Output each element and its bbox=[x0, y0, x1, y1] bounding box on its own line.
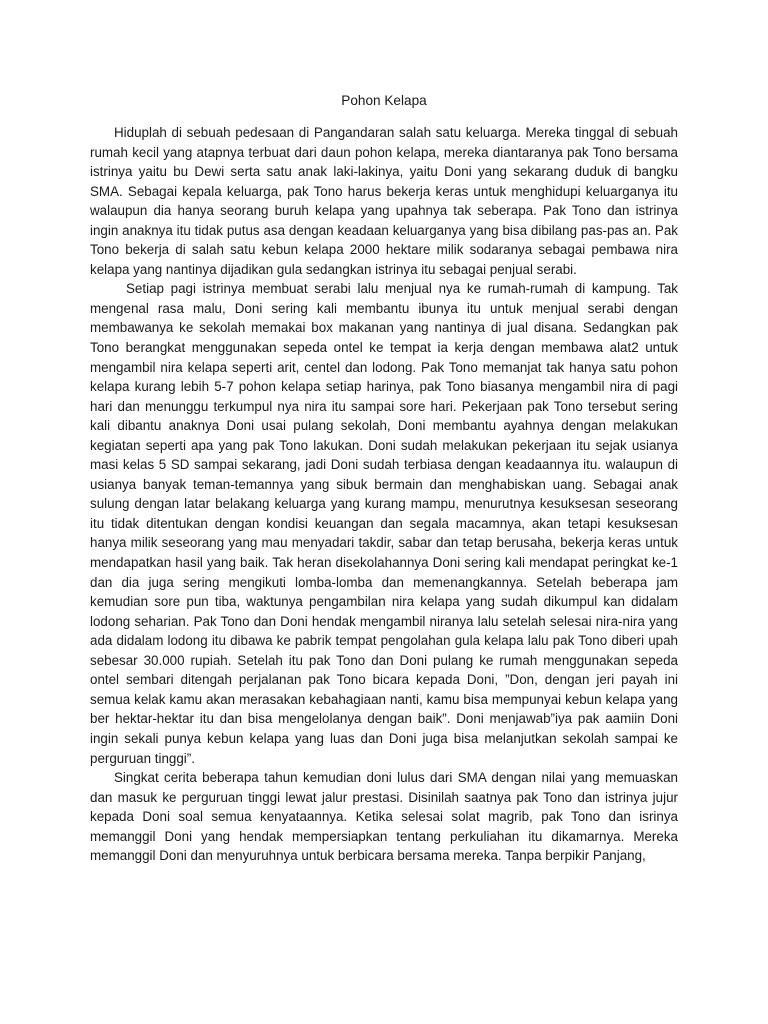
paragraph: Setiap pagi istrinya membuat serabi lalu menjual nya ke rumah-rumah di kampung. Tak mengenal rasa malu, Doni sering kali membantu ibunya itu untuk menjual serabi dengan membawanya ke sekolah memakai box makanan yang nantinya di jual disana. Sedangkan pak Tono berangkat menggunakan sepeda ontel ke tempat ia kerja dengan membawa alat2 untuk mengambil nira kelapa seperti arit, centel dan lodong. Pak Tono memanjat tak hanya satu pohon kelapa kurang lebih 5-7 pohon kelapa setiap harinya, pak Tono biasanya mengambil nira di pagi hari dan menunggu terkumpul nya nira itu sampai sore hari. Pekerjaan pak Tono tersebut sering kali dibantu anaknya Doni usai pulang sekolah, Doni membantu ayahnya dengan melakukan kegiatan seperti apa yang pak Tono lakukan. Doni sudah melakukan pekerjaan itu sejak usianya masi kelas 5 SD sampai sekarang, jadi Doni sudah terbiasa dengan keadaannya itu. walaupun di usianya banyak teman-temannya yang sibuk bermain dan menghabiskan uang. Sebagai anak sulung dengan latar belakang keluarga yang kurang mampu, menurutnya kesuksesan seseorang itu tidak ditentukan dengan kondisi keuangan dan segala macamnya, akan tetapi kesuksesan hanya milik seseorang yang mau menyadari takdir, sabar dan tetap berusaha, bekerja keras untuk mendapatkan hasil yang baik. Tak heran disekolahannya Doni sering kali mendapat peringkat ke-1 dan dia juga sering mengikuti lomba-lomba dan memenangkannya. Setelah beberapa jam kemudian sore pun tiba, waktunya pengambilan nira kelapa yang sudah dikumpul kan didalam lodong seharian. Pak Tono dan Doni hendak mengambil niranya lalu setelah selesai nira-nira yang ada didalam lodong itu dibawa ke pabrik tempat pengolahan gula kelapa lalu pak Tono diberi upah sebesar 30.000 rupiah. Setelah itu pak Tono dan Doni pulang ke rumah menggunakan sepeda ontel sembari ditengah perjalanan pak Tono bicara kepada Doni, ”Don, dengan jeri payah ini semua kelak kamu akan merasakan kebahagiaan nanti, kamu bisa mempunyai kebun kelapa yang ber hektar-hektar itu dan bisa mengelolanya dengan baik”. Doni menjawab”iya pak aamiin Doni ingin sekali punya kebun kelapa yang luas dan Doni juga bisa melanjutkan sekolah sampai ke perguruan tinggi”. bbox=[90, 281, 678, 766]
paragraph: Singkat cerita beberapa tahun kemudian doni lulus dari SMA dengan nilai yang memuaskan dan masuk ke perguruan tinggi lewat jalur prestasi. Disinilah saatnya pak Tono dan istrinya jujur kepada Doni soal semua kenyataannya. Ketika selesai solat magrib, pak Tono dan isrinya memanggil Doni yang hendak mempersiapkan tentang perkuliahan itu dikamarnya. Mereka memanggil Doni dan menyuruhnya untuk berbicara bersama mereka. Tanpa berpikir Panjang, bbox=[90, 770, 678, 864]
document-body bbox=[90, 123, 678, 866]
paragraph: Hiduplah di sebuah pedesaan di Pangandaran salah satu keluarga. Mereka tinggal di sebuah rumah kecil yang atapnya terbuat dari daun pohon kelapa, mereka diantaranya pak Tono bersama istrinya yaitu bu Dewi serta satu anak laki-lakinya, yaitu Doni yang sekarang duduk di bangku SMA. Sebagai kepala keluarga, pak Tono harus bekerja keras untuk menghidupi keluarganya itu walaupun dia hanya seorang buruh kelapa yang upahnya tak seberapa. Pak Tono dan istrinya ingin anaknya itu tidak putus asa dengan keadaan keluarganya yang bisa dibilang pas-pas an. Pak Tono bekerja di salah satu kebun kelapa 2000 hektare milik sodaranya sebagai pembawa nira kelapa yang nantinya dijadikan gula sedangkan istrinya itu sebagai penjual serabi. bbox=[90, 125, 678, 277]
document-title: Pohon Kelapa bbox=[341, 93, 427, 108]
